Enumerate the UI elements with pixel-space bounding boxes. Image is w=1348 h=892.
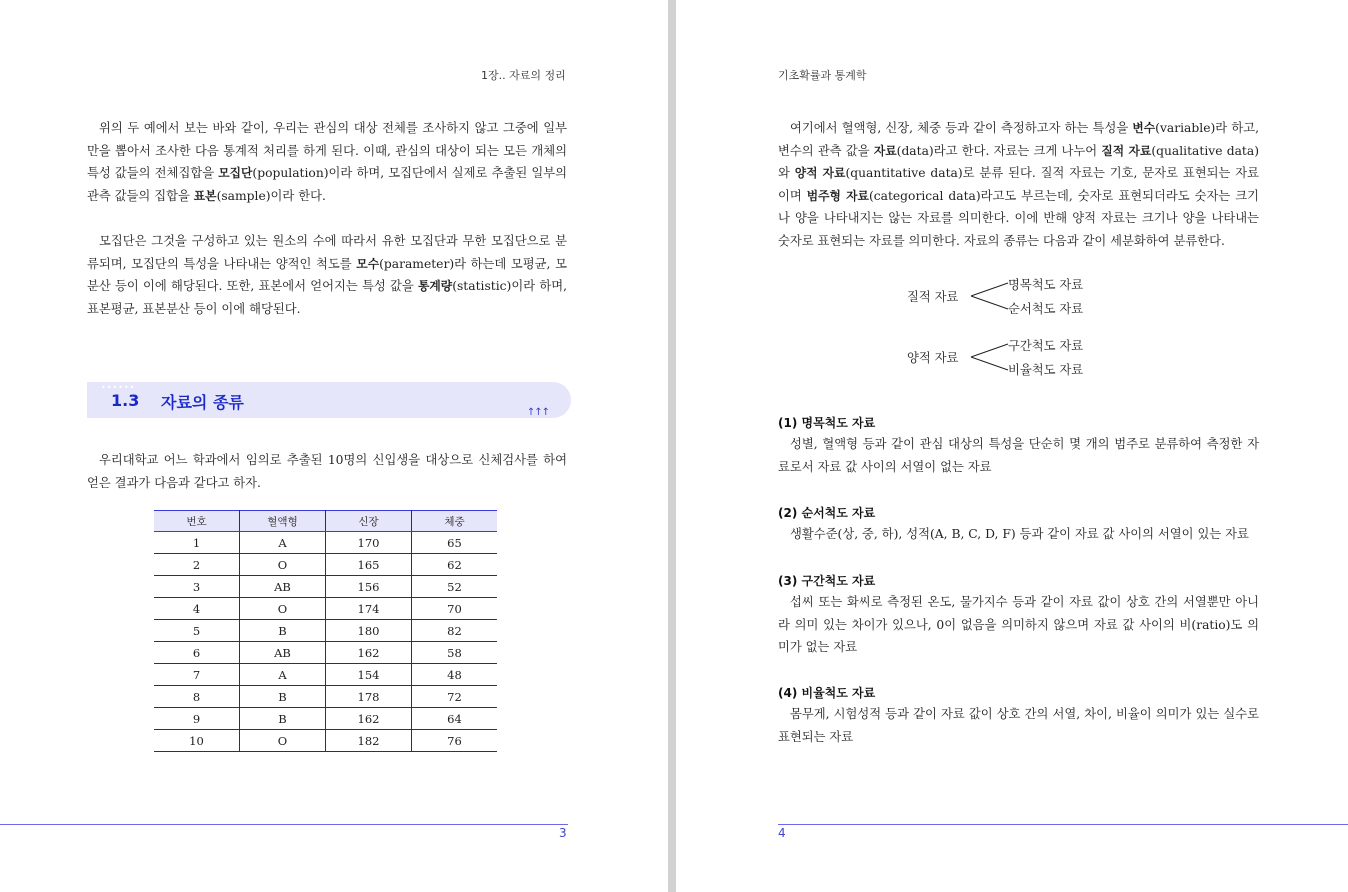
table-cell: 2: [154, 554, 240, 576]
subsection-body: 섭씨 또는 화씨로 측정된 온도, 물가지수 등과 같이 자료 값이 상호 간의 서열뿐만 아니라 의미 있는 차이가 있으나, 0이 없음을 의미하지 않으며 자료 값 사이의 비(ratio)도 의미가 없는 자료: [778, 595, 1259, 655]
page-number: 4: [778, 826, 786, 840]
table-cell: O: [240, 598, 326, 620]
table-cell: B: [240, 686, 326, 708]
table-cell: A: [240, 664, 326, 686]
column-header: 신장: [326, 511, 412, 532]
term-population: 모집단: [218, 166, 253, 181]
table-row: [154, 554, 497, 576]
term-sample: 표본: [193, 188, 217, 203]
footer-rule: [778, 824, 1348, 825]
table-cell: 82: [412, 620, 498, 642]
table-cell: 6: [154, 642, 240, 664]
paragraph-parameter: [87, 230, 567, 320]
text-segment: (categorical data)라고도 부르는데, 숫자로 표현되더라도 숫자는 크기나 양을 나타내지는 않는 자료를 의미한다. 이에 반해 양적 자료는 크기나 양을 나타내는 숫자로 표현되는 자료를 의미한다. 자료의 종류는 다음과 같이 세분화하여 분류한다.: [778, 188, 1260, 248]
table-cell: 48: [412, 664, 498, 686]
table-row: [154, 642, 497, 664]
section-number: 1.3: [111, 391, 140, 410]
table-cell: 4: [154, 598, 240, 620]
column-header: 번호: [154, 511, 240, 532]
table-cell: 154: [326, 664, 412, 686]
text-segment: 여기에서 혈액형, 신장, 체중 등과 같이 측정하고자 하는 특성을: [790, 121, 1133, 135]
table-cell: A: [240, 532, 326, 554]
table-cell: 62: [412, 554, 498, 576]
term-data: 자료: [873, 143, 897, 158]
table-cell: 58: [412, 642, 498, 664]
subsection-title: (3) 구간척도 자료: [778, 574, 876, 588]
table-cell: 180: [326, 620, 412, 642]
right-page: [676, 0, 1348, 892]
table-cell: 9: [154, 708, 240, 730]
term-parameter: 모수: [356, 256, 380, 271]
diagram-leaf: 명목척도 자료: [1008, 278, 1084, 292]
table-row: [154, 576, 497, 598]
text-segment: (qualitative data)와: [778, 143, 1259, 181]
text-segment: (statistic)이라 하며, 표본평균, 표본분산 등이 이에 해당된다.: [87, 279, 567, 316]
table-cell: B: [240, 708, 326, 730]
table-row: [154, 708, 497, 730]
table-cell: 5: [154, 620, 240, 642]
left-page: [0, 0, 668, 892]
table-cell: 76: [412, 730, 498, 752]
table-row: [154, 730, 497, 752]
table-cell: O: [240, 554, 326, 576]
table-cell: 182: [326, 730, 412, 752]
table-cell: 52: [412, 576, 498, 598]
table-cell: B: [240, 620, 326, 642]
term-quantitative: 양적 자료: [794, 166, 846, 181]
table-cell: 174: [326, 598, 412, 620]
running-head: 1장.. 자료의 정리: [481, 69, 566, 82]
table-cell: 178: [326, 686, 412, 708]
table-cell: 3: [154, 576, 240, 598]
paragraph-population: [87, 117, 567, 207]
decorative-arrows: ↑↑↑: [526, 407, 549, 418]
term-categorical: 범주형 자료: [806, 188, 869, 203]
text-segment: (population)이라 하며, 모집단에서 실제로 추출된 일부의 관측 값들의 집합을: [87, 166, 567, 203]
subsection-body: 성별, 혈액형 등과 같이 관심 대상의 특성을 단순히 몇 개의 범주로 분류하여 측정한 자료로서 자료 값 사이의 서열이 없는 자료: [778, 437, 1259, 474]
text-segment: (quantitative data)로 분류 된다. 질적 자료는 기호, 문자로 표현되는 자료이며: [778, 166, 1259, 203]
table-row: [154, 664, 497, 686]
footer-rule: [0, 824, 568, 825]
text-segment: 위의 두 예에서 보는 바와 같이, 우리는 관심의 대상 전체를 조사하지 않고 그중에 일부만을 뽑아서 조사한 다음 통계적 처리를 하게 된다. 이때, 관심의 대상이 되는 모든 개체의 특성 값들의 전체집합을: [87, 121, 567, 181]
table-cell: O: [240, 730, 326, 752]
table-cell: 70: [412, 598, 498, 620]
subsection-body: 몸무게, 시험성적 등과 같이 자료 값이 상호 간의 서열, 차이, 비율이 의미가 있는 실수로 표현되는 자료: [778, 707, 1259, 744]
table-cell: 165: [326, 554, 412, 576]
column-header: 체중: [412, 511, 498, 532]
subsection-title: (1) 명목척도 자료: [778, 416, 876, 430]
table-cell: 10: [154, 730, 240, 752]
table-cell: 65: [412, 532, 498, 554]
table-row: [154, 620, 497, 642]
table-header-row: [154, 511, 497, 532]
table-row: [154, 532, 497, 554]
table-cell: 162: [326, 708, 412, 730]
section-banner: [87, 382, 571, 418]
decorative-dots: ••••••: [101, 383, 136, 392]
running-head: 기초확률과 통계학: [778, 69, 867, 82]
table-cell: 7: [154, 664, 240, 686]
text-segment: 모집단은 그것을 구성하고 있는 원소의 수에 따라서 유한 모집단과 무한 모집단으로 분류되며, 모집단의 특성을 나타내는 양적인 척도를: [87, 234, 567, 271]
diagram-root-quantitative: 양적 자료: [907, 351, 959, 365]
text-segment: (parameter)라 하는데 모평균, 모분산 등이 이에 해당된다. 또한, 표본에서 얻어지는 특성 값을: [87, 256, 567, 294]
diagram-leaf: 비율척도 자료: [1008, 363, 1084, 377]
subsection-title: (2) 순서척도 자료: [778, 506, 876, 520]
page-number: 3: [559, 826, 567, 840]
subsection-title: (4) 비율척도 자료: [778, 686, 876, 700]
text-segment: (data)라고 한다. 자료는 크게 나누어: [896, 143, 1102, 158]
text-segment: (variable)라 하고, 변수의 관측 값을: [778, 121, 1259, 158]
table-row: [154, 598, 497, 620]
table-cell: 8: [154, 686, 240, 708]
text-segment: (sample)이라 한다.: [216, 188, 326, 203]
table-cell: 64: [412, 708, 498, 730]
diagram-leaf: 구간척도 자료: [1008, 339, 1084, 353]
table-row: [154, 686, 497, 708]
table-cell: AB: [240, 576, 326, 598]
paragraph-intro: 우리대학교 어느 학과에서 임의로 추출된 10명의 신입생을 대상으로 신체검사를 하여 얻은 결과가 다음과 같다고 하자.: [87, 453, 567, 490]
subsection-body: 생활수준(상, 중, 하), 성적(A, B, C, D, F) 등과 같이 자료 값 사이의 서열이 있는 자료: [790, 527, 1249, 541]
diagram-root-qualitative: 질적 자료: [907, 290, 959, 304]
table-cell: 1: [154, 532, 240, 554]
section-title: 자료의 종류: [161, 393, 244, 412]
data-table: [154, 510, 497, 752]
diagram-branch-lines: [676, 0, 1348, 400]
diagram-leaf: 순서척도 자료: [1008, 302, 1084, 316]
table-cell: 72: [412, 686, 498, 708]
table-cell: AB: [240, 642, 326, 664]
term-statistic: 통계량: [418, 279, 453, 294]
table-cell: 162: [326, 642, 412, 664]
column-header: 혈액형: [240, 511, 326, 532]
page-gutter: [668, 0, 676, 892]
table-cell: 156: [326, 576, 412, 598]
term-variable: 변수: [1132, 121, 1156, 135]
table-cell: 170: [326, 532, 412, 554]
term-qualitative: 질적 자료: [1101, 143, 1152, 158]
